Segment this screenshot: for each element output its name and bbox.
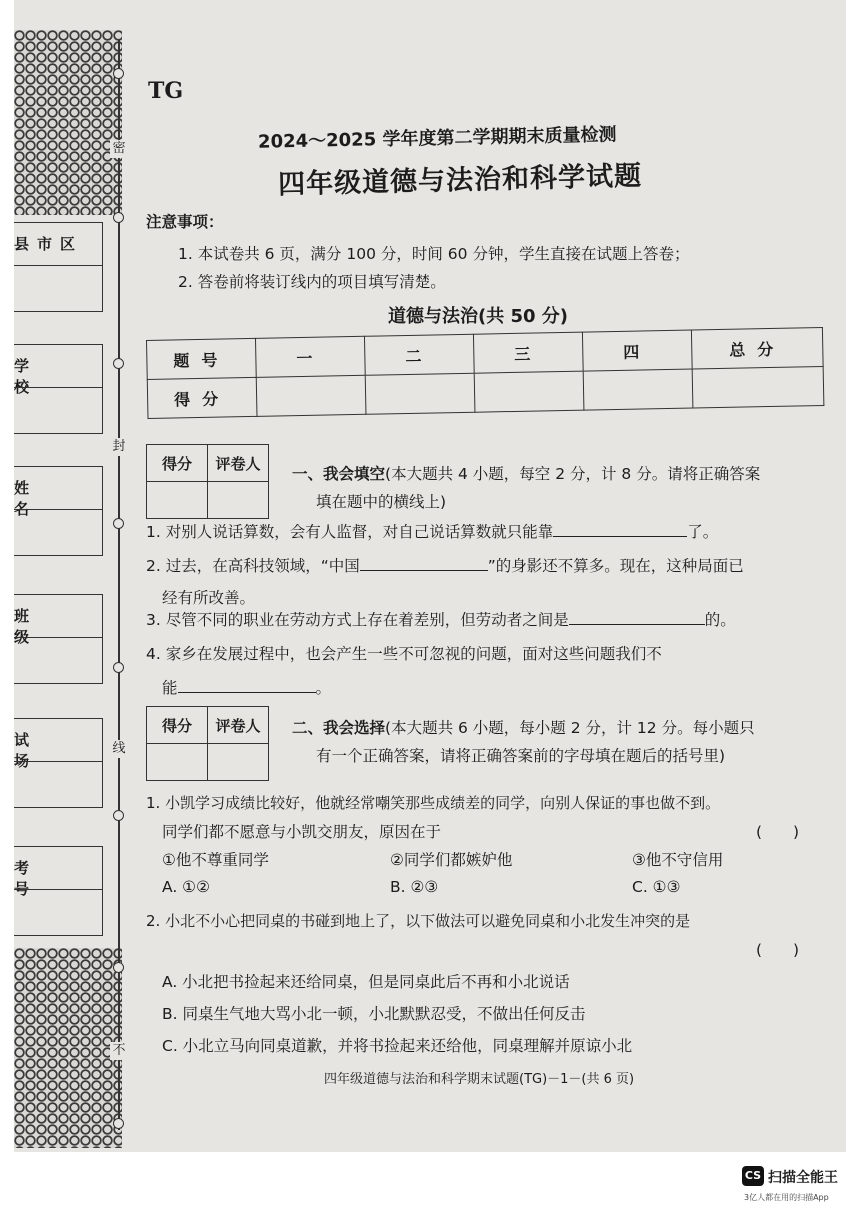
grader-input-cell[interactable]	[208, 744, 269, 781]
question-text: 经有所改善。	[162, 589, 256, 607]
table-row	[147, 707, 269, 744]
table-cell: 二	[364, 334, 474, 375]
field-county[interactable]	[14, 222, 103, 312]
table-cell: 三	[473, 332, 583, 373]
option: C. ①③	[632, 878, 681, 896]
field-divider	[14, 387, 102, 388]
score-input-cell[interactable]	[147, 482, 208, 519]
question-text: 1. 对别人说话算数，会有人监督，对自己说话算数就只能靠	[146, 523, 554, 541]
score-input-cell[interactable]	[474, 371, 584, 412]
question-text: 的。	[704, 611, 736, 629]
table-cell: 总分	[691, 328, 823, 370]
question-text: 。	[315, 679, 332, 697]
table-cell: 评卷人	[208, 445, 269, 482]
exam-title: 四年级道德与法治和科学试题	[277, 160, 643, 201]
table-row	[147, 445, 269, 482]
question	[146, 554, 744, 576]
question-text: 2. 过去，在高科技领域，“中国	[146, 557, 360, 575]
part1-title: 一、我会填空	[292, 465, 386, 483]
part2-desc: (本大题共 6 小题，每小题 2 分，计 12 分。每小题只	[385, 719, 755, 737]
camscanner-name: 扫描全能王	[768, 1170, 838, 1186]
option: B. ②③	[390, 878, 439, 896]
binding-hole	[113, 962, 124, 973]
part1-desc: 填在题中的横线上)	[316, 493, 447, 511]
field-divider	[14, 265, 102, 266]
score-input-cell[interactable]	[692, 367, 824, 409]
binding-char: 线	[110, 740, 128, 758]
answer-bracket[interactable]: ( )	[756, 941, 800, 959]
question-text: 3. 尽管不同的职业在劳动方式上存在着差别，但劳动者之间是	[146, 611, 569, 629]
field-label: 考号	[14, 859, 72, 898]
option: A. 小北把书捡起来还给同桌，但是同桌此后不再和小北说话	[162, 973, 570, 991]
part1-heading	[292, 462, 760, 484]
notes-item: 2. 答卷前将装订线内的项目填写清楚。	[178, 273, 446, 291]
field-label: 县市区	[14, 235, 84, 253]
binding-hole	[113, 212, 124, 223]
answer-blank[interactable]	[360, 556, 488, 571]
answer-blank[interactable]	[569, 610, 705, 625]
notes-item: 1. 本试卷共 6 页，满分 100 分，时间 60 分钟，学生直接在试题上答卷；	[178, 245, 690, 263]
score-input-cell[interactable]	[365, 373, 475, 414]
table-cell: 一	[255, 336, 365, 377]
camscanner-logo-icon: CS	[742, 1166, 764, 1186]
table-row	[147, 482, 269, 519]
year-title: 2024～2025 学年度第二学期期末质量检测	[257, 124, 617, 153]
binding-hole	[113, 1118, 124, 1129]
binding-hole	[113, 68, 124, 79]
binding-dots-top	[14, 30, 122, 215]
answer-blank[interactable]	[178, 678, 316, 693]
answer-blank[interactable]	[553, 522, 687, 537]
part2-desc: 有一个正确答案，请将正确答案前的字母填在题后的括号里)	[316, 747, 726, 765]
field-exam-number[interactable]	[14, 846, 103, 936]
table-cell: 得分	[147, 707, 208, 744]
field-divider	[14, 889, 102, 890]
question	[146, 520, 718, 542]
part2-heading	[292, 716, 755, 738]
option: C. 小北立马向同桌道歉，并将书捡起来还给他，同桌理解并原谅小北	[162, 1037, 633, 1055]
binding-char: 封	[110, 438, 128, 456]
table-row	[147, 744, 269, 781]
binding-hole	[113, 358, 124, 369]
field-label: 班级	[14, 607, 72, 646]
notes-label: 注意事项：	[146, 213, 224, 231]
table-cell: 四	[582, 330, 692, 371]
field-label: 试场	[14, 731, 72, 770]
score-table	[146, 327, 824, 419]
field-room[interactable]	[14, 718, 103, 808]
field-divider	[14, 761, 102, 762]
grader-box	[146, 444, 269, 519]
table-cell: 题号	[147, 338, 257, 379]
option: A. ①②	[162, 878, 210, 896]
binding-char: 密	[110, 140, 128, 158]
camscanner-tagline: 3亿人都在用的扫描App	[744, 1193, 829, 1202]
field-school[interactable]	[14, 344, 103, 434]
question	[162, 676, 331, 698]
part1-desc: (本大题共 4 小题，每空 2 分，计 8 分。请将正确答案	[385, 465, 761, 483]
question-text: 1. 小凯学习成绩比较好，他就经常嘲笑那些成绩差的同学，向别人保证的事也做不到。	[146, 794, 721, 812]
table-cell: 得分	[147, 445, 208, 482]
score-input-cell[interactable]	[256, 375, 366, 416]
section-title: 道德与法治(共 50 分)	[388, 306, 569, 327]
field-label: 姓名	[14, 479, 72, 518]
question-text: 了。	[687, 523, 719, 541]
table-cell: 评卷人	[208, 707, 269, 744]
binding-char: 不	[110, 1042, 128, 1060]
question-text: 2. 小北不小心把同桌的书碰到地上了，以下做法可以避免同桌和小北发生冲突的是	[146, 912, 691, 930]
binding-hole	[113, 810, 124, 821]
field-divider	[14, 509, 102, 510]
binding-dots-bottom	[14, 948, 122, 1148]
page-footer: 四年级道德与法治和科学期末试题(TG)－1－(共 6 页)	[324, 1072, 635, 1087]
score-input-cell[interactable]	[583, 369, 693, 410]
field-name[interactable]	[14, 466, 103, 556]
question-text: 4. 家乡在发展过程中，也会产生一些不可忽视的问题，面对这些问题我们不	[146, 645, 662, 663]
field-label: 学校	[14, 357, 72, 396]
option: B. 同桌生气地大骂小北一顿，小北默默忍受，不做出任何反击	[162, 1005, 586, 1023]
paper-code: TG	[148, 78, 184, 104]
binding-hole	[113, 518, 124, 529]
score-input-cell[interactable]	[147, 744, 208, 781]
part2-title: 二、我会选择	[292, 719, 386, 737]
binding-hole	[113, 662, 124, 673]
question-text: ”的身影还不算多。现在，这种局面已	[487, 557, 744, 575]
question-text: 同学们都不愿意与小凯交朋友，原因在于	[162, 823, 442, 841]
grader-box	[146, 706, 269, 781]
statement: ②同学们都嫉妒他	[390, 851, 513, 869]
statement: ①他不尊重同学	[162, 851, 269, 869]
table-cell: 得分	[147, 377, 257, 418]
statement: ③他不守信用	[632, 851, 724, 869]
grader-input-cell[interactable]	[208, 482, 269, 519]
question-text: 能	[162, 679, 178, 697]
field-class[interactable]	[14, 594, 103, 684]
answer-bracket[interactable]: ( )	[756, 823, 800, 841]
field-divider	[14, 637, 102, 638]
question	[146, 608, 736, 630]
